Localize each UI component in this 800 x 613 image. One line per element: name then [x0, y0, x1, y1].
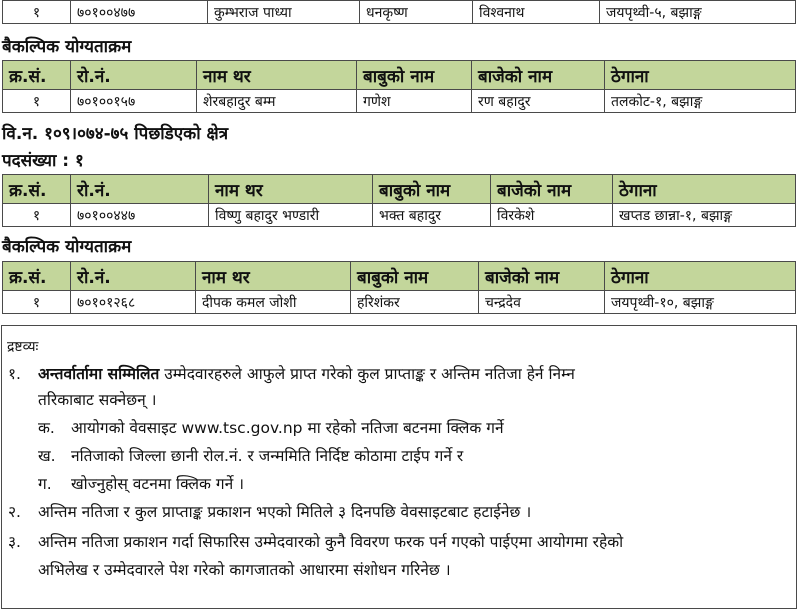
table-row: [3, 1, 796, 24]
cell-grandfather: रण बहादुर: [472, 90, 605, 113]
notes-title: द्रष्टव्यः: [7, 339, 39, 355]
note-3-line-2: अभिलेख र उम्मेदवारले पेश गरेको कागजातको आधारमा संशोधन गरिनेछ ।: [38, 561, 451, 579]
cell-grandfather: विरकेशे: [491, 204, 613, 227]
note-a-number: क.: [38, 419, 55, 437]
header-name: नाम थर: [197, 61, 357, 90]
cell-roll: ७०१००४४७: [71, 204, 209, 227]
cell-roll: ७०१०१२६८: [71, 291, 196, 314]
alternate-merit-table-2: [2, 261, 796, 314]
cell-roll: ७०१००१५७: [71, 90, 197, 113]
header-address: ठेगाना: [605, 262, 796, 291]
note-1-rest: उम्मेदवारहरुले आफुले प्राप्त गरेको कुल प्राप्ताङ्क र अन्तिम नतिजा हेर्न निम्न: [159, 365, 575, 383]
header-father: बाबुको नाम: [357, 61, 472, 90]
header-address: ठेगाना: [613, 175, 796, 204]
alternate-merit-heading: बैकल्पिक योग्यताक्रम: [2, 37, 132, 57]
header-grandfather: बाजेको नाम: [472, 61, 605, 90]
header-father: बाबुको नाम: [351, 262, 479, 291]
cell-address: खप्तड छान्ना-१, बझाङ्ग: [613, 204, 796, 227]
header-sn: क्र.सं.: [3, 61, 71, 90]
table-row: [3, 90, 796, 113]
cell-sn: १: [3, 291, 71, 314]
header-name: नाम थर: [196, 262, 351, 291]
header-father: बाबुको नाम: [373, 175, 491, 204]
note-1-line-2: तरिकाबाट सक्नेछन् ।: [38, 391, 157, 409]
note-a-text: आयोगको वेवसाइट www.tsc.gov.np मा रहेको नतिजा बटनमा क्लिक गर्ने: [71, 419, 504, 437]
table-row: [3, 204, 796, 227]
cell-father: धनकृष्ण: [360, 1, 473, 24]
result-table-top: [2, 0, 796, 24]
cell-name: कुम्भराज पाध्या: [208, 1, 360, 24]
cell-name: विष्णु बहादुर भण्डारी: [209, 204, 373, 227]
cell-address: जयपृथ्वी-१०, बझाङ्ग: [605, 291, 796, 314]
cell-grandfather: विश्वनाथ: [473, 1, 600, 24]
header-name: नाम थर: [209, 175, 373, 204]
note-3-text: अन्तिम नतिजा प्रकाशन गर्दा सिफारिस उम्मेदवारको कुनै विवरण फरक पर्न गएको पाईएमा आयोगमा रहेको: [38, 533, 624, 551]
header-sn: क्र.सं.: [3, 262, 71, 291]
cell-sn: १: [3, 1, 71, 24]
note-b-text: नतिजाको जिल्ला छानी रोल.नं. र जन्ममिति निर्दिष्ट कोठामा टाईप गर्ने र: [71, 447, 464, 465]
header-sn: क्र.सं.: [3, 175, 71, 204]
cell-grandfather: चन्द्रदेव: [479, 291, 605, 314]
cell-roll: ७०१००४७७: [71, 1, 208, 24]
table-header-row: [3, 175, 796, 204]
header-grandfather: बाजेको नाम: [491, 175, 613, 204]
notes-box: [1, 325, 797, 609]
cell-address: तलकोट-१, बझाङ्ग: [605, 90, 796, 113]
vacancy-count-heading: पदसंख्या : १: [2, 151, 84, 171]
cell-address: जयपृथ्वी-५, बझाङ्ग: [600, 1, 796, 24]
table-row: [3, 291, 796, 314]
alternate-merit-heading-2: बैकल्पिक योग्यताक्रम: [2, 237, 132, 257]
note-1-number: १.: [8, 365, 21, 383]
note-b-number: ख.: [38, 447, 56, 465]
note-2-number: २.: [8, 503, 21, 521]
note-1-text: [38, 362, 575, 384]
header-roll: रो.नं.: [71, 262, 196, 291]
alternate-merit-table-1: [2, 60, 796, 113]
note-1-bold: अन्तर्वार्तामा सम्मिलित: [38, 365, 160, 383]
advertisement-heading: वि.न. १०९।०७४-७५ पिछडिएको क्षेत्र: [2, 124, 229, 144]
cell-name: दीपक कमल जोशी: [196, 291, 351, 314]
cell-sn: १: [3, 90, 71, 113]
cell-sn: १: [3, 204, 71, 227]
header-address: ठेगाना: [605, 61, 796, 90]
note-3-number: ३.: [8, 533, 21, 551]
header-roll: रो.नं.: [71, 61, 197, 90]
note-c-number: ग.: [38, 475, 52, 493]
note-c-text: खोज्नुहोस् वटनमा क्लिक गर्ने ।: [71, 475, 244, 493]
cell-name: शेरबहादुर बम्म: [197, 90, 357, 113]
table-header-row: [3, 61, 796, 90]
header-roll: रो.नं.: [71, 175, 209, 204]
header-grandfather: बाजेको नाम: [479, 262, 605, 291]
cell-father: हरिशंकर: [351, 291, 479, 314]
cell-father: गणेश: [357, 90, 472, 113]
backward-area-table: [2, 174, 796, 227]
cell-father: भक्त बहादुर: [373, 204, 491, 227]
note-2-text: अन्तिम नतिजा र कुल प्राप्ताङ्क प्रकाशन भएको मितिले ३ दिनपछि वेवसाइटबाट हटाईनेछ ।: [38, 503, 532, 521]
table-header-row: [3, 262, 796, 291]
